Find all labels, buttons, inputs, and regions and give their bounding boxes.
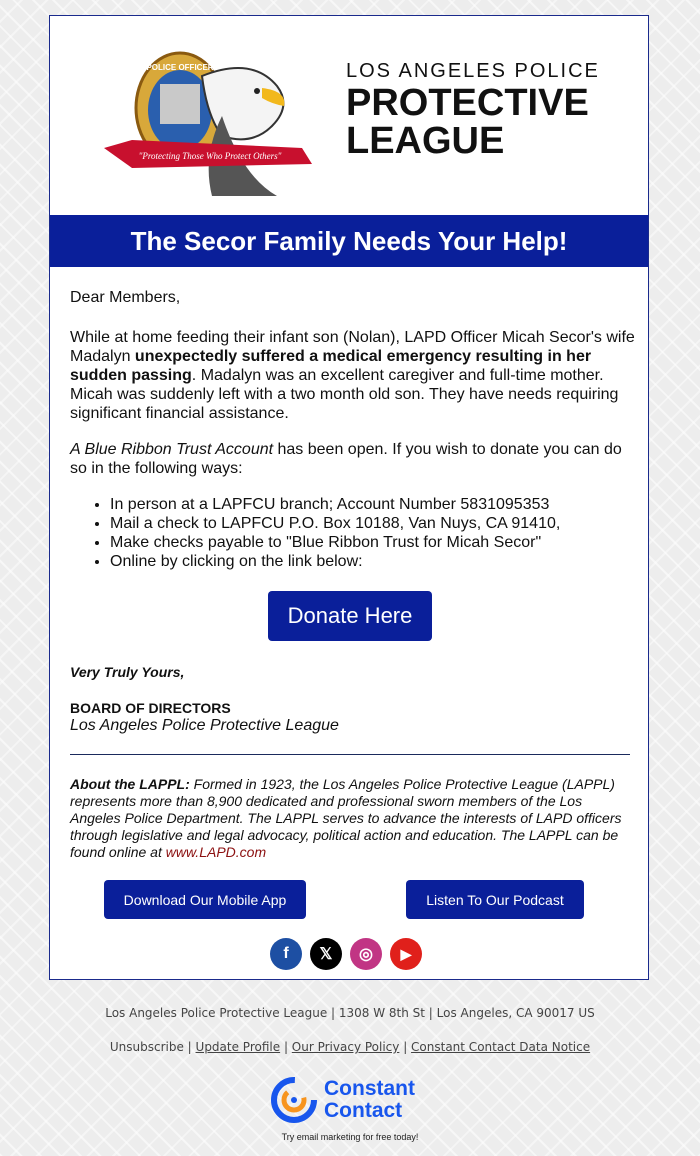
- org-name-line2-3: [346, 84, 589, 160]
- cc-line2: Contact: [324, 1099, 403, 1122]
- badge-text: POLICE OFFICER: [146, 63, 214, 72]
- trust-account-name: A Blue Ribbon Trust Account: [70, 441, 274, 458]
- footer-address: Los Angeles Police Protective League | 1308 W 8th St | Los Angeles, CA 90017 US: [105, 1006, 595, 1020]
- constant-contact-logo[interactable]: [270, 1076, 415, 1124]
- constant-contact-icon: [270, 1076, 318, 1124]
- update-profile-link[interactable]: Update Profile: [195, 1040, 281, 1054]
- list-item: • Mail a check to LAPFCU P.O. Box 10188, Van Nuys, CA 91410,: [110, 514, 560, 533]
- paragraph-1-intro: While at home feeding their infant son (Nolan), LAPD Officer Micah Secor's wife Madalyn: [70, 329, 635, 365]
- social-links: [270, 938, 422, 970]
- about-text: Formed in 1923, the Los Angeles Police Protective League (LAPPL) represents more than 8,900 dedicated and professional sworn members of the Los Angeles Police Department. The LAPPL serves to advance the interests of LAPD officers through legislative and legal advocacy, political action and education. The LAPPL can be found online at: [70, 776, 622, 860]
- cc-line1: Constant: [324, 1077, 415, 1100]
- list-item: • Online by clicking on the link below:: [110, 552, 560, 571]
- donation-ways-list: [90, 495, 560, 571]
- donate-button[interactable]: Donate Here: [268, 591, 432, 641]
- constant-contact-wordmark: [324, 1078, 415, 1122]
- motto-text: "Protecting Those Who Protect Others": [138, 151, 282, 161]
- greeting: Dear Members,: [70, 289, 181, 306]
- instagram-icon[interactable]: ◎: [350, 938, 382, 970]
- logo-header: [50, 16, 648, 216]
- about-label: About the LAPPL:: [70, 776, 190, 792]
- youtube-icon[interactable]: ▶: [390, 938, 422, 970]
- data-notice-link[interactable]: Constant Contact Data Notice: [411, 1040, 591, 1054]
- paragraph-2: [70, 440, 640, 478]
- cc-tagline: Try email marketing for free today!: [281, 1132, 419, 1142]
- org-name-line1: LOS ANGELES POLICE: [346, 60, 600, 82]
- lapd-website-link[interactable]: www.LAPD.com: [165, 844, 267, 860]
- signature-board: BOARD OF DIRECTORS: [70, 700, 231, 716]
- org-name-line2: PROTECTIVE: [346, 82, 589, 124]
- divider: [70, 754, 630, 755]
- lappl-badge-logo: [102, 36, 322, 196]
- x-icon[interactable]: 𝕏: [310, 938, 342, 970]
- unsubscribe-link[interactable]: Unsubscribe: [109, 1040, 184, 1054]
- paragraph-1: [70, 328, 640, 423]
- paragraph-1-bold: unexpectedly suffered a medical emergency resulting in her sudden passing: [70, 348, 592, 384]
- email-card: [49, 15, 649, 980]
- list-item: • Make checks payable to "Blue Ribbon Trust for Micah Secor": [110, 533, 560, 552]
- closing: Very Truly Yours,: [70, 664, 185, 680]
- download-app-button[interactable]: Download Our Mobile App: [104, 880, 306, 919]
- privacy-policy-link[interactable]: Our Privacy Policy: [291, 1040, 400, 1054]
- list-item: • In person at a LAPFCU branch; Account Number 5831095353: [110, 495, 560, 514]
- facebook-icon[interactable]: f: [270, 938, 302, 970]
- signature-league: Los Angeles Police Protective League: [70, 717, 339, 734]
- about-lappl: [70, 776, 632, 861]
- paragraph-1-rest: . Madalyn was an excellent caregiver and full-time mother. Micah was suddenly left with a two month old son. They have needs requiring significant financial assistance.: [70, 367, 619, 422]
- org-name-line3: LEAGUE: [346, 120, 505, 162]
- footer-links: Unsubscribe | Update Profile | Our Privacy Policy | Constant Contact Data Notice: [109, 1040, 591, 1054]
- headline-banner: The Secor Family Needs Your Help!: [50, 215, 648, 267]
- paragraph-2-rest: has been open. If you wish to donate you can do so in the following ways:: [70, 441, 622, 477]
- podcast-button[interactable]: Listen To Our Podcast: [406, 880, 584, 919]
